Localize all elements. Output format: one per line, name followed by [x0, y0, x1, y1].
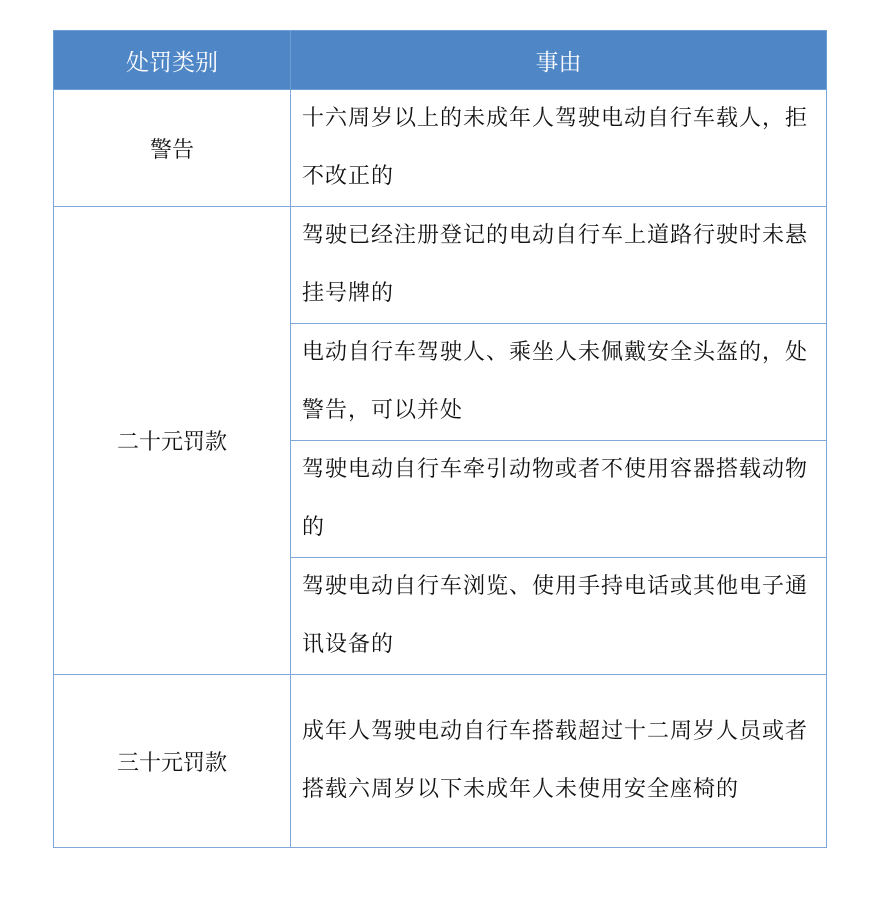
category-cell-fine-30: 三十元罚款 — [54, 675, 291, 848]
header-reason: 事由 — [291, 31, 827, 90]
reason-cell: 驾驶已经注册登记的电动自行车上道路行驶时未悬挂号牌的 — [291, 207, 827, 324]
category-cell-warning: 警告 — [54, 90, 291, 207]
reason-cell: 驾驶电动自行车牵引动物或者不使用容器搭载动物的 — [291, 441, 827, 558]
reason-cell: 十六周岁以上的未成年人驾驶电动自行车载人，拒不改正的 — [291, 90, 827, 207]
table-row — [54, 207, 827, 324]
reason-cell: 电动自行车驾驶人、乘坐人未佩戴安全头盔的，处警告，可以并处 — [291, 324, 827, 441]
table-row — [54, 675, 827, 848]
table-row — [54, 90, 827, 207]
reason-cell: 驾驶电动自行车浏览、使用手持电话或其他电子通讯设备的 — [291, 558, 827, 675]
table-header-row — [54, 31, 827, 90]
category-cell-fine-20: 二十元罚款 — [54, 207, 291, 675]
header-category: 处罚类别 — [54, 31, 291, 90]
penalty-table — [53, 30, 827, 848]
reason-cell: 成年人驾驶电动自行车搭载超过十二周岁人员或者搭载六周岁以下未成年人未使用安全座椅的 — [291, 675, 827, 848]
